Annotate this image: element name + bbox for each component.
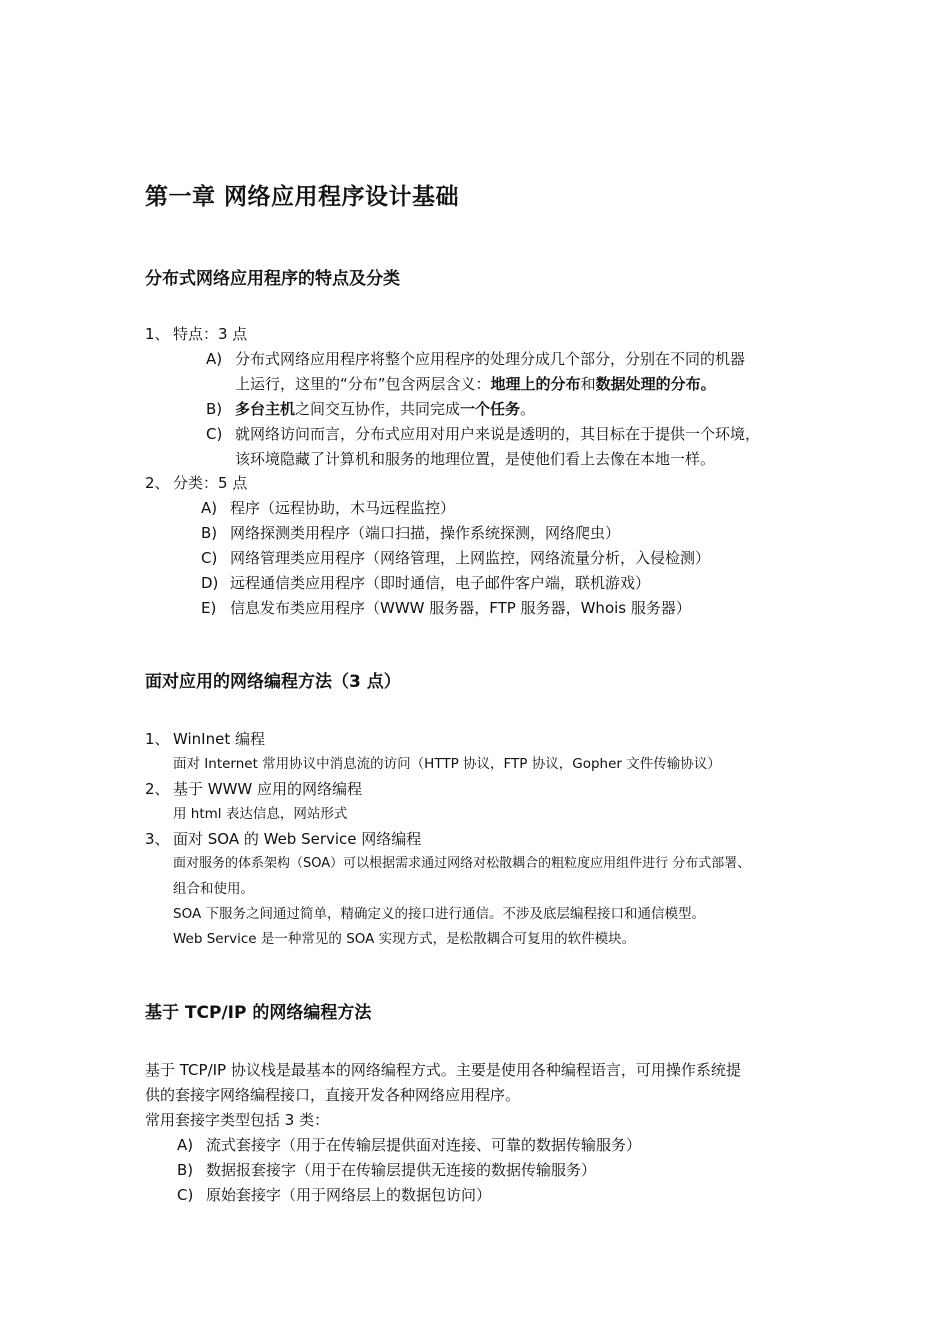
item-title: 基于 WWW 应用的网络编程 xyxy=(173,780,363,798)
point-marker: B) xyxy=(201,524,218,542)
point-marker: B) xyxy=(177,1161,194,1179)
point-marker: A) xyxy=(177,1136,194,1154)
section2-heading: 面对应用的网络编程方法（3 点） xyxy=(145,672,401,692)
item-desc: 用 html 表达信息，网站形式 xyxy=(173,806,348,822)
point-marker: B) xyxy=(206,400,223,418)
point-text: 数据报套接字（用于在传输层提供无连接的数据传输服务） xyxy=(206,1161,597,1179)
point-marker: D) xyxy=(201,574,219,592)
item-label: 特点：3 点 xyxy=(173,325,248,343)
point-marker: C) xyxy=(206,425,223,443)
section1-heading: 分布式网络应用程序的特点及分类 xyxy=(145,269,400,289)
point-text: 流式套接字（用于在传输层提供面对连接、可靠的数据传输服务） xyxy=(206,1136,642,1154)
point-marker: C) xyxy=(177,1186,194,1204)
point-text: 就网络访问而言，分布式应用对用户来说是透明的，其目标在于提供一个环境， xyxy=(235,425,761,443)
point-text: 分布式网络应用程序将整个应用程序的处理分成几个部分，分别在不同的机器 xyxy=(235,350,746,368)
item-marker: 3、 xyxy=(145,830,170,848)
item-marker: 1、 xyxy=(145,325,170,343)
point-marker: A) xyxy=(206,350,223,368)
point-marker: C) xyxy=(201,549,218,567)
item-desc: 组合和使用。 xyxy=(173,881,254,897)
item-marker: 1、 xyxy=(145,730,170,748)
item-label: 分类：5 点 xyxy=(173,474,248,492)
paragraph: 供的套接字网络编程接口，直接开发各种网络应用程序。 xyxy=(145,1086,521,1104)
point-text: 远程通信类应用程序（即时通信，电子邮件客户端，联机游戏） xyxy=(230,574,651,592)
point-text: 网络探测类用程序（端口扫描，操作系统探测，网络爬虫） xyxy=(230,524,621,542)
point-text-line2: 该环境隐藏了计算机和服务的地理位置，是使他们看上去像在本地一样。 xyxy=(235,450,716,468)
chapter-title: 第一章 网络应用程序设计基础 xyxy=(145,184,460,210)
point-text: 程序（远程协助，木马远程监控） xyxy=(230,499,456,517)
item-marker: 2、 xyxy=(145,474,170,492)
paragraph: 常用套接字类型包括 3 类： xyxy=(145,1111,330,1129)
item-desc: SOA 下服务之间通过简单，精确定义的接口进行通信。不涉及底层编程接口和通信模型。 xyxy=(173,906,705,922)
item-desc: Web Service 是一种常见的 SOA 实现方式，是松散耦合可复用的软件模块。 xyxy=(173,931,636,947)
point-text: 网络管理类应用程序（网络管理，上网监控，网络流量分析，入侵检测） xyxy=(230,549,711,567)
item-marker: 2、 xyxy=(145,780,170,798)
point-text-line2: 上运行，这里的“分布”包含两层含义：地理上的分布和数据处理的分布。 xyxy=(235,375,716,393)
point-marker: A) xyxy=(201,499,218,517)
item-desc: 面对服务的体系架构（SOA）可以根据需求通过网络对松散耦合的粗粒度应用组件进行 分布式部署、 xyxy=(173,856,751,871)
item-title: WinInet 编程 xyxy=(173,730,265,748)
item-title: 面对 SOA 的 Web Service 网络编程 xyxy=(173,830,422,848)
point-text: 原始套接字（用于网络层上的数据包访问） xyxy=(206,1186,492,1204)
point-marker: E) xyxy=(201,599,217,617)
point-text: 多台主机之间交互协作，共同完成一个任务。 xyxy=(235,400,536,418)
section3-heading: 基于 TCP/IP 的网络编程方法 xyxy=(145,1003,372,1023)
point-text: 信息发布类应用程序（WWW 服务器，FTP 服务器，Whois 服务器） xyxy=(230,599,691,617)
paragraph: 基于 TCP/IP 协议栈是最基本的网络编程方式。主要是使用各种编程语言，可用操作系统提 xyxy=(145,1061,741,1079)
item-desc: 面对 Internet 常用协议中消息流的访问（HTTP 协议，FTP 协议，Gopher 文件传输协议） xyxy=(173,756,721,772)
